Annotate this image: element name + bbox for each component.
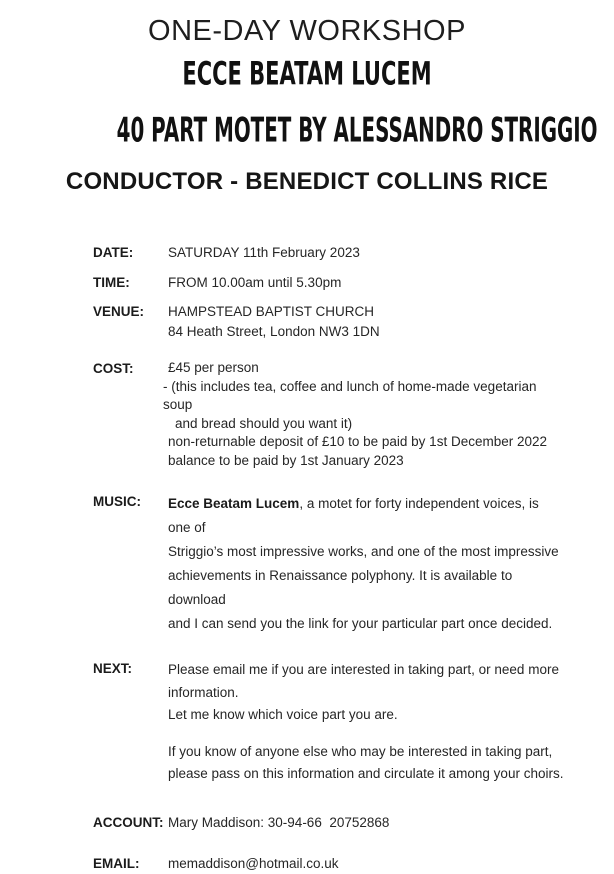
email-label: EMAIL:	[93, 855, 140, 871]
cost-line-5: balance to be paid by 1st January 2023	[168, 452, 404, 468]
detail-row-music	[93, 492, 564, 636]
detail-row-next	[93, 659, 564, 786]
cost-value	[163, 359, 564, 470]
cost-label: COST:	[93, 361, 134, 376]
work-title: ECCE BEATAM LUCEM	[182, 55, 432, 94]
date-value: SATURDAY 11th February 2023	[168, 245, 360, 260]
page-title: ONE-DAY WORKSHOP	[148, 15, 466, 47]
detail-row-account	[93, 813, 564, 833]
account-label: ACCOUNT:	[93, 814, 164, 830]
music-line-1	[168, 492, 564, 540]
next-line-5: please pass on this information and circulate it among your choirs.	[168, 766, 564, 781]
next-label: NEXT:	[93, 661, 133, 676]
cost-line-2: - (this includes tea, coffee and lunch of home-made vegetarian soup	[163, 378, 537, 412]
time-value: FROM 10.00am until 5.30pm	[168, 275, 342, 290]
next-line-4: If you know of anyone else who may be interested in taking part,	[168, 743, 553, 759]
detail-row-email	[93, 854, 564, 874]
details-list	[0, 243, 614, 874]
detail-row-venue	[93, 302, 564, 342]
next-value	[168, 659, 564, 786]
music-value	[168, 492, 564, 636]
venue-label: VENUE:	[93, 304, 145, 319]
cost-line-3: and bread should you want it)	[175, 415, 353, 431]
detail-row-time	[93, 273, 564, 293]
venue-line-1: HAMPSTEAD BAPTIST CHURCH	[168, 304, 375, 319]
time-label: TIME:	[93, 275, 130, 290]
account-value: Mary Maddison: 30-94-66 20752868	[168, 814, 390, 830]
music-line-4: and I can send you the link for your particular part once decided.	[168, 616, 553, 631]
venue-line-2: 84 Heath Street, London NW3 1DN	[168, 324, 380, 339]
next-line-1: Please email me if you are interested in taking part, or need more	[168, 662, 559, 677]
next-line-2: information.	[168, 684, 239, 700]
detail-row-date	[93, 243, 564, 263]
music-line-2: Striggio’s most impressive works, and one of the most impressive	[168, 544, 559, 559]
detail-row-cost	[93, 359, 564, 470]
motet-title: 40 PART MOTET BY ALESSANDRO STRIGGIO	[116, 109, 598, 151]
email-value: memaddison@hotmail.co.uk	[168, 855, 339, 871]
next-line-3: Let me know which voice part you are.	[168, 707, 398, 722]
music-work-title: Ecce Beatam Lucem	[168, 496, 300, 511]
music-line-3: achievements in Renaissance polyphony. It is available to download	[168, 568, 513, 607]
cost-line-4: non-returnable deposit of £10 to be paid by 1st December 2022	[168, 434, 548, 449]
venue-value	[168, 302, 564, 342]
cost-line-1: £45 per person	[168, 360, 259, 375]
music-line-1-rest: , a motet for forty independent voices, is one of	[168, 496, 539, 535]
date-label: DATE:	[93, 245, 134, 260]
music-label: MUSIC:	[93, 494, 141, 509]
conductor-line: CONDUCTOR - BENEDICT COLLINS RICE	[65, 168, 549, 195]
